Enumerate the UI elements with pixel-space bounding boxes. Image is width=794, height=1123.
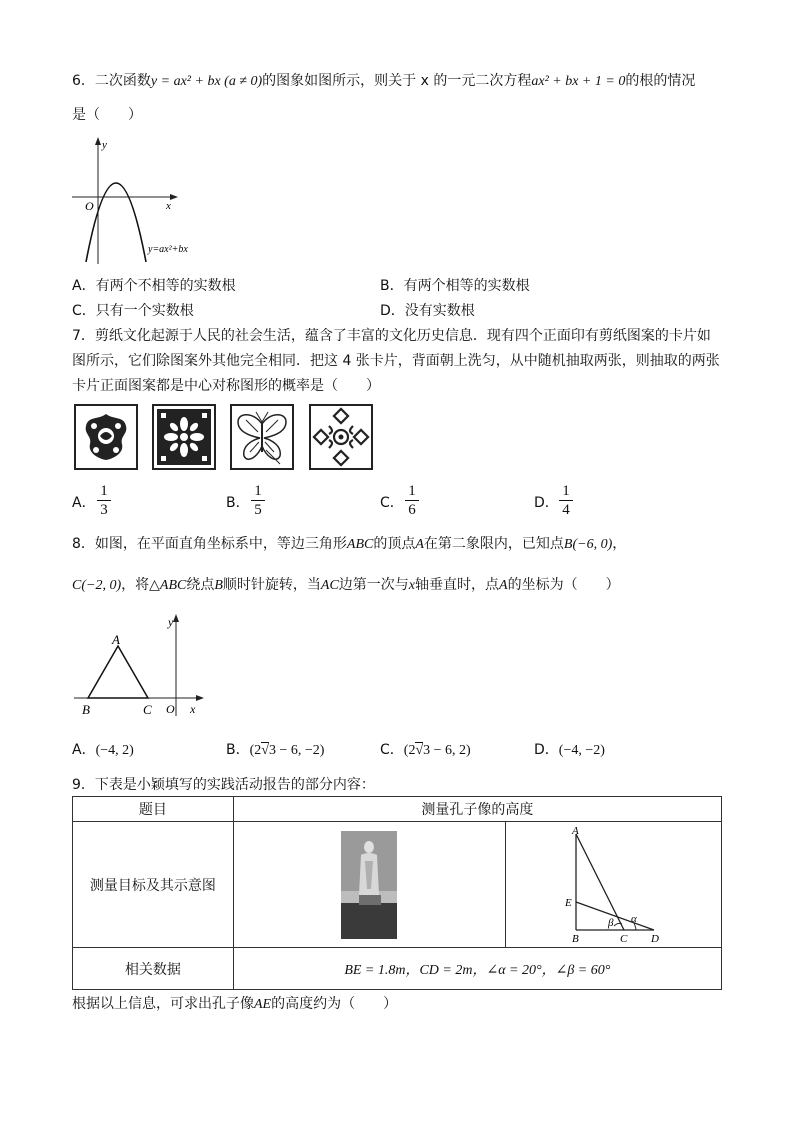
q9-text: 根据以上信息，可求出孔子像 [72,996,254,1012]
q8-text: 边第一次与 [338,577,409,593]
papercut-butterfly-icon [232,406,292,468]
diagram-label-e: E [564,896,572,909]
q8-option-a[interactable] [72,741,134,760]
statue-photo-cell [233,822,506,948]
q7-option-b[interactable] [226,494,250,512]
q9-intro: 9．下表是小颖填写的实践活动报告的部分内容： [72,777,375,793]
q8-text: ， [612,536,627,552]
q6-x-arrow [170,194,178,200]
q7-option-letter: B． [226,495,250,511]
q8-label-x: x [190,702,196,716]
q8-x-arrow [196,695,204,701]
q7-option-letter: C． [380,495,404,511]
frac-num: 1 [408,483,416,499]
q8-text: 8．如图，在平面直角坐标系中，等边三角形 [72,536,347,552]
q6-option-b[interactable]: B．有两个相等的实数根 [380,278,530,294]
q6-stem-line1 [72,72,695,91]
q8-text: ，将△ [121,577,160,593]
q8-option-value: (2 [403,743,416,758]
q6-option-d[interactable]: D．没有实数根 [380,303,475,319]
q8-option-c[interactable] [380,741,471,760]
q8-label-a: A [112,632,120,647]
diagram-label-beta: β [607,916,614,929]
papercut-pattern-icon [76,406,136,468]
diagram-label-b: B [571,932,579,944]
q6-label-x: x [166,200,171,212]
q6-option-a[interactable]: A．有两个不相等的实数根 [72,278,236,294]
q6-stem-line2: 是（ ） [72,107,142,123]
q6-equation: ax² + bx + 1 = 0 [531,74,626,89]
q8-label-o: O [166,702,175,716]
q8-option-b[interactable] [226,741,324,760]
q6-option-c[interactable]: C．只有一个实数根 [72,303,194,319]
q8-point-b: B(−6, 0) [563,537,613,552]
q7-fraction-d [559,483,573,518]
frac-den: 4 [562,502,570,518]
q8-triangle [88,646,148,698]
q8-option-value: 3 − 6, 2) [423,743,471,758]
frac-num: 1 [562,483,570,499]
q8-math: B [214,578,223,593]
papercut-card-4 [309,404,373,470]
measurement-diagram-cell [506,822,722,948]
q8-text: 顺时针旋转，当 [222,577,321,593]
table-header-title: 测量孔子像的高度 [233,797,721,822]
table-row-label-data: 相关数据 [73,948,234,990]
q8-math: x [408,578,416,593]
q7-option-letter: A． [72,495,96,511]
q7-stem-line2: 图所示，它们除图案外其他完全相同．把这 4 张卡片，背面朝上洗匀，从中随机抽取两张，则抽取的两张 [72,353,720,369]
q6-function: y = ax² + bx (a ≠ 0) [150,74,263,89]
q8-text: 的坐标为（ ） [507,577,620,593]
q7-fraction-a [97,483,111,518]
q6-text: 的根的情况 [625,73,696,89]
q8-option-letter: C． [380,742,404,758]
q8-text: 的顶点 [373,536,416,552]
q8-option-letter: D． [534,742,559,758]
q7-option-d[interactable] [534,494,559,512]
q9-math: AE [254,997,272,1012]
q6-parabola [86,183,146,262]
q8-y-arrow [173,614,179,622]
q8-stem-line1 [72,535,626,554]
papercut-flower-icon [154,406,214,468]
diagram-label-alpha: α [630,912,637,925]
statue-photo [341,831,397,939]
q8-option-value: (2 [249,743,262,758]
q8-option-letter: A． [72,742,96,758]
q8-text: 绕点 [186,577,215,593]
q8-point-c: C(−2, 0) [72,578,122,593]
q6-y-arrow [95,137,101,145]
q7-stem-line3: 卡片正面图案都是中心对称图形的概率是（ ） [72,378,380,394]
q8-math: A [499,578,508,593]
diagram-label-d: D [650,932,659,944]
q9-text: 的高度约为（ ） [271,996,398,1012]
q6-text: 6．二次函数 [72,73,151,89]
q8-label-b: B [82,702,90,717]
q6-text: 的图象如图所示，则关于 x 的一元二次方程 [262,73,532,89]
diagram-label-c: C [619,932,627,944]
q8-math: A [415,537,424,552]
q6-curve-label: y=ax²+bx [148,244,188,255]
table-data-values: BE = 1.8m，CD = 2m，∠α = 20°，∠β = 60° [233,948,721,990]
frac-den: 5 [254,502,262,518]
frac-num: 1 [254,483,262,499]
q8-text: 在第二象限内，已知点 [423,536,564,552]
measurement-diagram [564,826,664,944]
papercut-card-2 [152,404,216,470]
papercut-card-3 [230,404,294,470]
q7-fraction-c [405,483,419,518]
q8-math: ABC [346,537,374,552]
sqrt-sign: √ [415,743,424,758]
q7-option-c[interactable] [380,494,404,512]
q9-question [72,995,397,1014]
papercut-diamond-icon [311,406,371,468]
q8-option-letter: B． [226,742,250,758]
q9-report-table [72,796,722,990]
table-row-label-target: 测量目标及其示意图 [73,822,234,948]
frac-den: 3 [100,502,108,518]
q8-option-value: (−4, 2) [95,743,134,758]
q8-text: 轴垂直时，点 [415,577,500,593]
q8-label-y: y [168,615,174,629]
q6-label-o: O [85,199,94,213]
q6-parabola-graph [70,134,220,266]
q8-math: AC [320,578,339,593]
q8-option-value: 3 − 6, −2) [268,743,325,758]
q7-fraction-b [251,483,265,518]
q8-option-d[interactable] [534,741,605,760]
sqrt-sign: √ [261,743,269,758]
frac-num: 1 [100,483,108,499]
q8-label-c: C [143,702,152,717]
q7-stem-line1: 7．剪纸文化起源于人民的社会生活，蕴含了丰富的文化历史信息．现有四个正面印有剪纸图案的卡片如 [72,328,711,344]
q6-label-y: y [102,139,107,151]
q7-option-a[interactable] [72,494,96,512]
diagram-label-a: A [571,825,579,837]
q8-option-value: (−4, −2) [558,743,605,758]
q8-stem-line2 [72,576,620,595]
table-header-topic: 题目 [73,797,234,822]
q8-triangle-graph [70,612,210,718]
q7-option-letter: D． [534,495,559,511]
papercut-card-1 [74,404,138,470]
q8-math: ABC [159,578,187,593]
frac-den: 6 [408,502,416,518]
